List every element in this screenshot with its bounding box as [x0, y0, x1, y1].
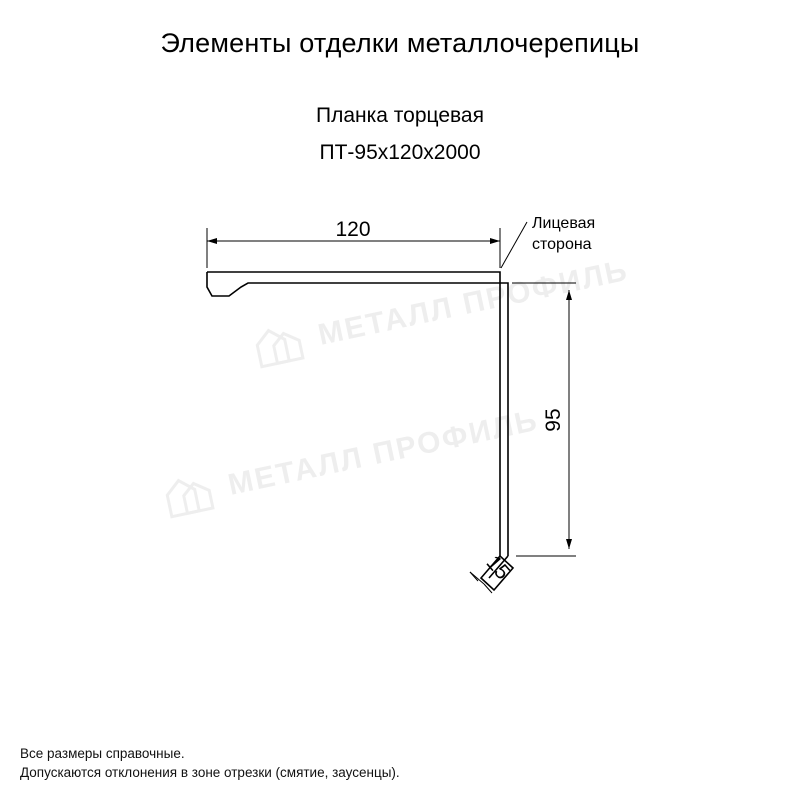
page-title: Элементы отделки металлочерепицы	[160, 28, 640, 58]
note-line-1: Все размеры справочные.	[20, 746, 185, 761]
face-side-leader	[501, 222, 527, 268]
dimension-top-text: 120	[335, 218, 371, 241]
product-name: Планка торцевая	[316, 104, 484, 127]
dimension-right-text: 95	[542, 408, 565, 432]
watermark-text: МЕТАЛЛ ПРОФИЛЬ	[225, 403, 542, 502]
dimension-bottom-text: 15	[481, 551, 515, 585]
face-side-label-line1: Лицевая	[532, 215, 596, 232]
product-code: ПТ-95x120x2000	[319, 141, 481, 164]
note-line-2: Допускаются отклонения в зоне отрезки (смятие, заусенцы).	[20, 765, 400, 780]
profile-outline	[207, 272, 513, 590]
face-side-label-line2: сторона	[532, 236, 592, 253]
footer-notes	[20, 744, 400, 782]
dimension-bottom	[470, 572, 492, 593]
watermark-text: МЕТАЛЛ ПРОФИЛЬ	[315, 253, 632, 352]
